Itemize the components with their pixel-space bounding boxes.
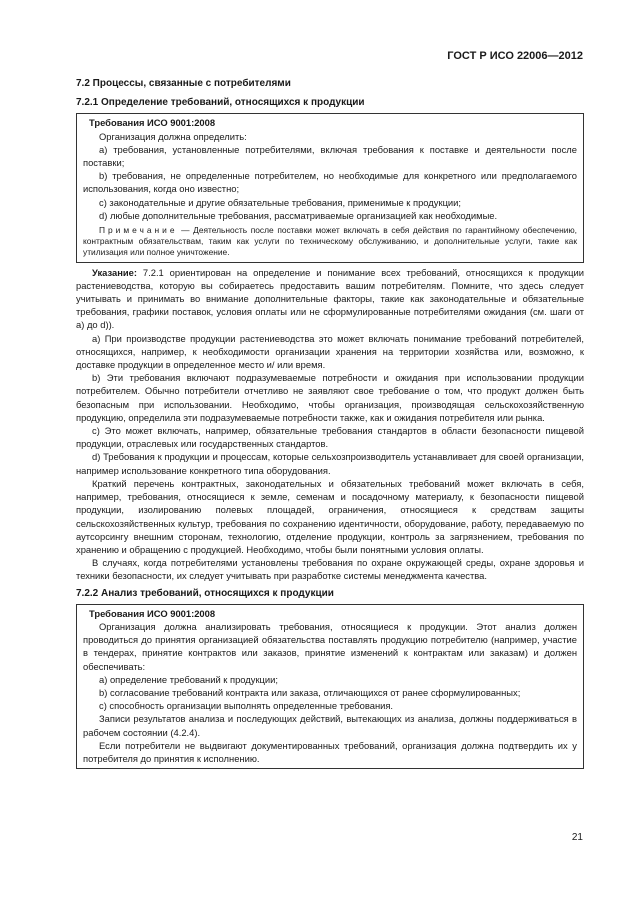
guidance-paragraph: d) Требования к продукции и процессам, которые сельхозпроизводитель устанавливает для своей организации, например использование конкретного типа оборудования.: [76, 451, 584, 476]
guidance-paragraph: В случаях, когда потребителями установлены требования по охране окружающей среды, охране здоровья и техники безопасности, их следует учитывать при разработке системы менеджмента качества.: [76, 557, 584, 582]
box-paragraph: Записи результатов анализа и последующих действий, вытекающих из анализа, должны поддерживаться в рабочем состоянии (4.2.4).: [83, 713, 577, 738]
box-title: Требования ИСО 9001:2008: [89, 117, 216, 129]
requirements-box-2: [76, 604, 584, 769]
subsection-title-7-2-2: 7.2.2 Анализ требований, относящихся к продукции: [76, 587, 334, 599]
box-paragraph: а) определение требований к продукции;: [99, 673, 278, 685]
box-paragraph: Организация должна анализировать требования, относящиеся к продукции. Этот анализ должен проводиться до принятия организацией обязательства поставлять продукцию потребителю (например, участие в тендерах, принятие контрактов или заказов, принятие изменений к контрактам или заказам) и должен обеспечивать:: [83, 620, 577, 672]
box-line: d) любые дополнительные требования, рассматриваемые организацией как необходимые.: [99, 209, 498, 221]
note-text: — Деятельность после поставки может включать в себя действия по гарантийному обеспечению, контрактным обязательствам, таким как услуги по техническому обслуживанию, и дополнительные услуги, такие как утилизация или полное уничтожение.: [83, 225, 577, 258]
document-id: ГОСТ Р ИСО 22006—2012: [447, 50, 583, 62]
box-line: Организация должна определить:: [99, 130, 247, 142]
guidance-paragraph: Краткий перечень контрактных, законодательных и обязательных требований может включать в себя, например, требования, относящиеся к земле, семенам и посадочному материалу, к безопасности пищевой продукции, изолированию полевых площадей, ограничения, относящиеся к средствам защиты сельскохозяйственных культур, требования по сохранению идентичности, оборудование, работу, передаваемую по аутсорсингу внешним сторонам, технологию, отделение продукции, контроль за загрязнением, требования по хранению и обращению с продукцией. Необходимо, чтобы были понятными условия оплаты.: [76, 477, 584, 555]
box-line: b) требования, не определенные потребителем, но необходимые для конкретного или предполагаемого использования, когда оно известно;: [83, 170, 577, 195]
requirements-box-1: [76, 113, 584, 262]
box-paragraph: b) согласование требований контракта или заказа, отличающихся от ранее сформулированных;: [99, 686, 521, 698]
box-title: Требования ИСО 9001:2008: [89, 607, 216, 619]
box-paragraph: Если потребители не выдвигают документированных требований, организация должна подтвердить их у потребителя до принятия к исполнению.: [83, 739, 577, 764]
box-line: а) требования, установленные потребителями, включая требования к поставке и деятельности после поставки;: [83, 143, 577, 169]
section-title: 7.2 Процессы, связанные с потребителями: [76, 78, 291, 89]
note-label: Примечание: [99, 225, 178, 236]
guidance-paragraph: а) При производстве продукции растениеводства это может включать понимание требований потребителей, относящихся, например, к необходимости организации хранения на территории хозяйства или, возможно, к доставке продукции в определенное место и/ или время.: [76, 332, 584, 371]
guidance-paragraph: c) Это может включать, например, обязательные требования стандартов в области безопасности пищевой продукции, отраслевых или государственных стандартов.: [76, 425, 584, 450]
note: [83, 225, 577, 259]
page-number: 21: [571, 832, 583, 843]
guidance-intro: [76, 266, 584, 332]
main-content: [76, 77, 584, 772]
guidance-intro-text: 7.2.1 ориентирован на определение и понимание всех требований, относящихся к продукции растениеводства, которую вы собираетесь предоставить вашим потребителям. Помните, что здесь следует учитывать и принимать во внимание дополнительные факторы, такие как законодательные и обязательные требования, графики поставок, условия оплаты или не сформулированные потребителями ожидания (см. шаги от а) до d)).: [76, 266, 584, 331]
guidance-paragraph: b) Эти требования включают подразумеваемые потребности и ожидания при использовании продукции потребителем. Обычно потребители отчетливо не заявляют свое требование о том, что продукт должен быть безопасным при использовании. Необходимо, чтобы организация, производящая сельскохозяйственную продукцию, определила эти подразумеваемые потребности также, как и ожидания потребителя или рынка.: [76, 372, 584, 423]
box-line: c) законодательные и другие обязательные требования, применимые к продукции;: [99, 196, 462, 208]
subsection-title-7-2-1: 7.2.1 Определение требований, относящихся к продукции: [76, 97, 365, 109]
box-paragraph: c) способность организации выполнять определенные требования.: [99, 700, 394, 712]
guidance-label: Указание:: [92, 266, 138, 278]
